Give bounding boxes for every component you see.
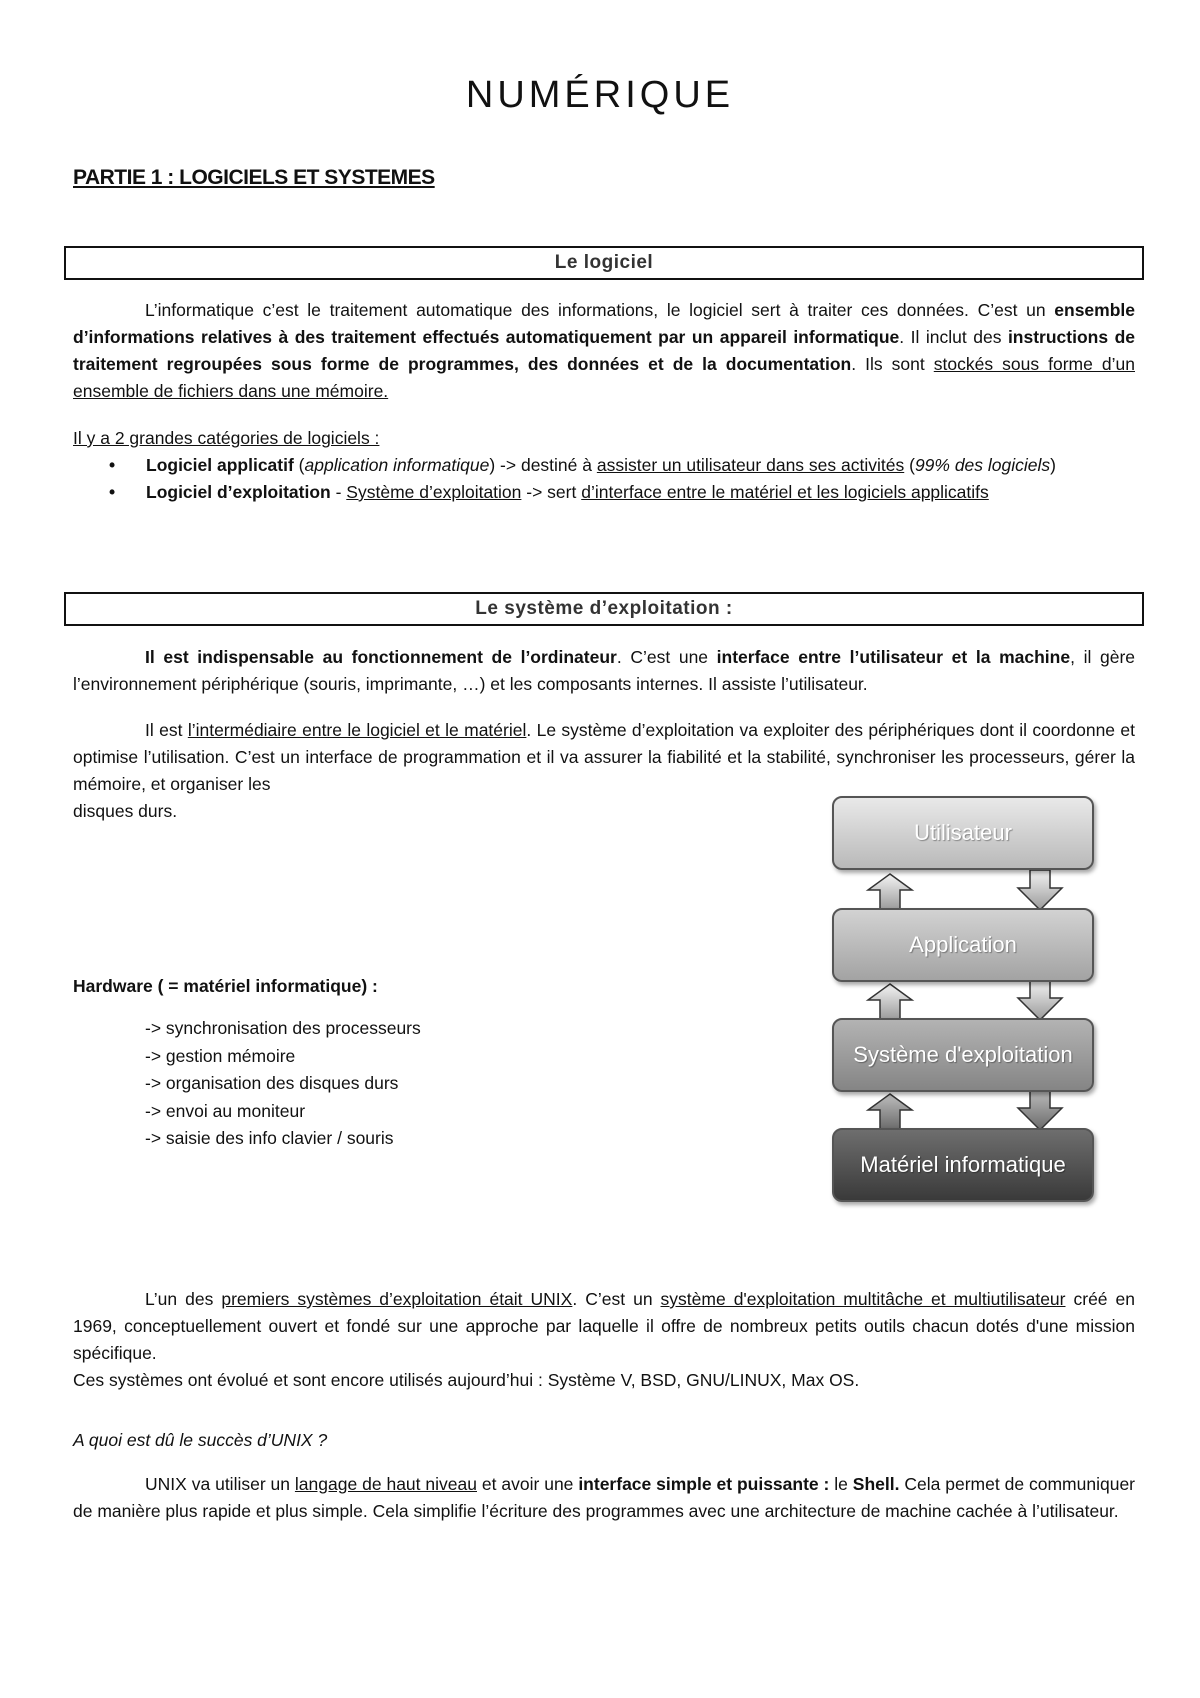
diagram-box-user: Utilisateur: [832, 796, 1094, 870]
down-arrow-icon: [1018, 980, 1062, 1020]
list-item: • Logiciel d’exploitation - Système d’exploitation -> sert d’interface entre le matériel et les logiciels applicatifs: [73, 479, 1135, 506]
list-item: -> synchronisation des processeurs: [145, 1018, 421, 1038]
list-item: -> gestion mémoire: [145, 1045, 296, 1066]
unix-question: A quoi est dû le succès d’UNIX ?: [73, 1430, 328, 1450]
down-arrow-icon: [1018, 870, 1062, 910]
paragraph-os-role-end: disques durs.: [73, 801, 178, 821]
paragraph-unix: L’un des premiers systèmes d’exploitation était UNIX. C’est un système d'exploitation multitâche et multiutilisateur créé en 1969, conceptuellement ouvert et fondé sur une approche par laquelle il offre de nombreux petits outils chacun dotés d'une mission spécifique. Ces systèmes ont évolué et sont encore utilisés aujourd’hui : Système V, BSD, GNU/LINUX, Max OS.: [73, 1286, 1135, 1394]
categories-title: Il y a 2 grandes catégories de logiciels :: [73, 428, 380, 448]
down-arrow-icon: [1018, 1090, 1062, 1130]
os-layers-diagram: [832, 796, 1096, 1208]
hardware-list: [145, 1015, 421, 1153]
diagram-box-os: Système d'exploitation: [832, 1018, 1094, 1092]
up-arrow-icon: [868, 1094, 912, 1130]
list-item: • Logiciel applicatif (application informatique) -> destiné à assister un utilisateur dans ses activités (99% des logiciels): [73, 452, 1135, 479]
diagram-box-application: Application: [832, 908, 1094, 982]
up-arrow-icon: [868, 874, 912, 910]
list-item: -> saisie des info clavier / souris: [145, 1128, 394, 1148]
section-heading-os: Le système d’exploitation :: [64, 592, 1144, 626]
list-item: -> envoi au moniteur: [145, 1100, 306, 1121]
paragraph-os-role: Il est l’intermédiaire entre le logiciel et le matériel. Le système d’exploitation va exploiter des périphériques dont il coordonne et optimise l’utilisation. C’est un interface de programmation et il va assurer la fiabilité et la stabilité, synchroniser les processeurs, gérer la mémoire, et organiser les: [73, 720, 1135, 794]
section-heading-logiciel: Le logiciel: [64, 246, 1144, 280]
categories-list: [73, 452, 1135, 506]
diagram-box-hardware: Matériel informatique: [832, 1128, 1094, 1202]
list-item: -> organisation des disques durs: [145, 1073, 399, 1093]
paragraph-unix-evolution: Ces systèmes ont évolué et sont encore utilisés aujourd’hui : Système V, BSD, GNU/LINUX, Max OS.: [73, 1370, 860, 1390]
paragraph-unix-success: UNIX va utiliser un langage de haut niveau et avoir une interface simple et puissante : le Shell. Cela permet de communiquer de manière plus rapide et plus simple. Cela simplifie l’écriture des programmes avec une architecture de machine cachée à l’utilisateur.: [73, 1474, 1136, 1521]
hardware-title: Hardware ( = matériel informatique) :: [73, 976, 378, 996]
paragraph-os-intro: Il est indispensable au fonctionnement de l’ordinateur. C’est une interface entre l’utilisateur et la machine, il gère l’environnement périphérique (souris, imprimante, …) et les composants internes. Il assiste l’utilisateur.: [73, 647, 1136, 694]
bullet-icon: •: [109, 455, 116, 475]
page-title: NUMÉRIQUE: [465, 74, 735, 116]
part-heading: PARTIE 1 : LOGICIELS ET SYSTEMES: [73, 166, 435, 189]
bullet-icon: •: [109, 482, 116, 502]
paragraph-logiciel: L’informatique c’est le traitement automatique des informations, le logiciel sert à traiter ces données. C’est un ensemble d’informations relatives à des traitement effectués automatiquement par un appareil informatique. Il inclut des instructions de traitement regroupées sous forme de programmes, des données et de la documentation. Ils sont stockés sous forme d’un ensemble de fichiers dans une mémoire.: [73, 300, 1135, 401]
up-arrow-icon: [868, 984, 912, 1020]
